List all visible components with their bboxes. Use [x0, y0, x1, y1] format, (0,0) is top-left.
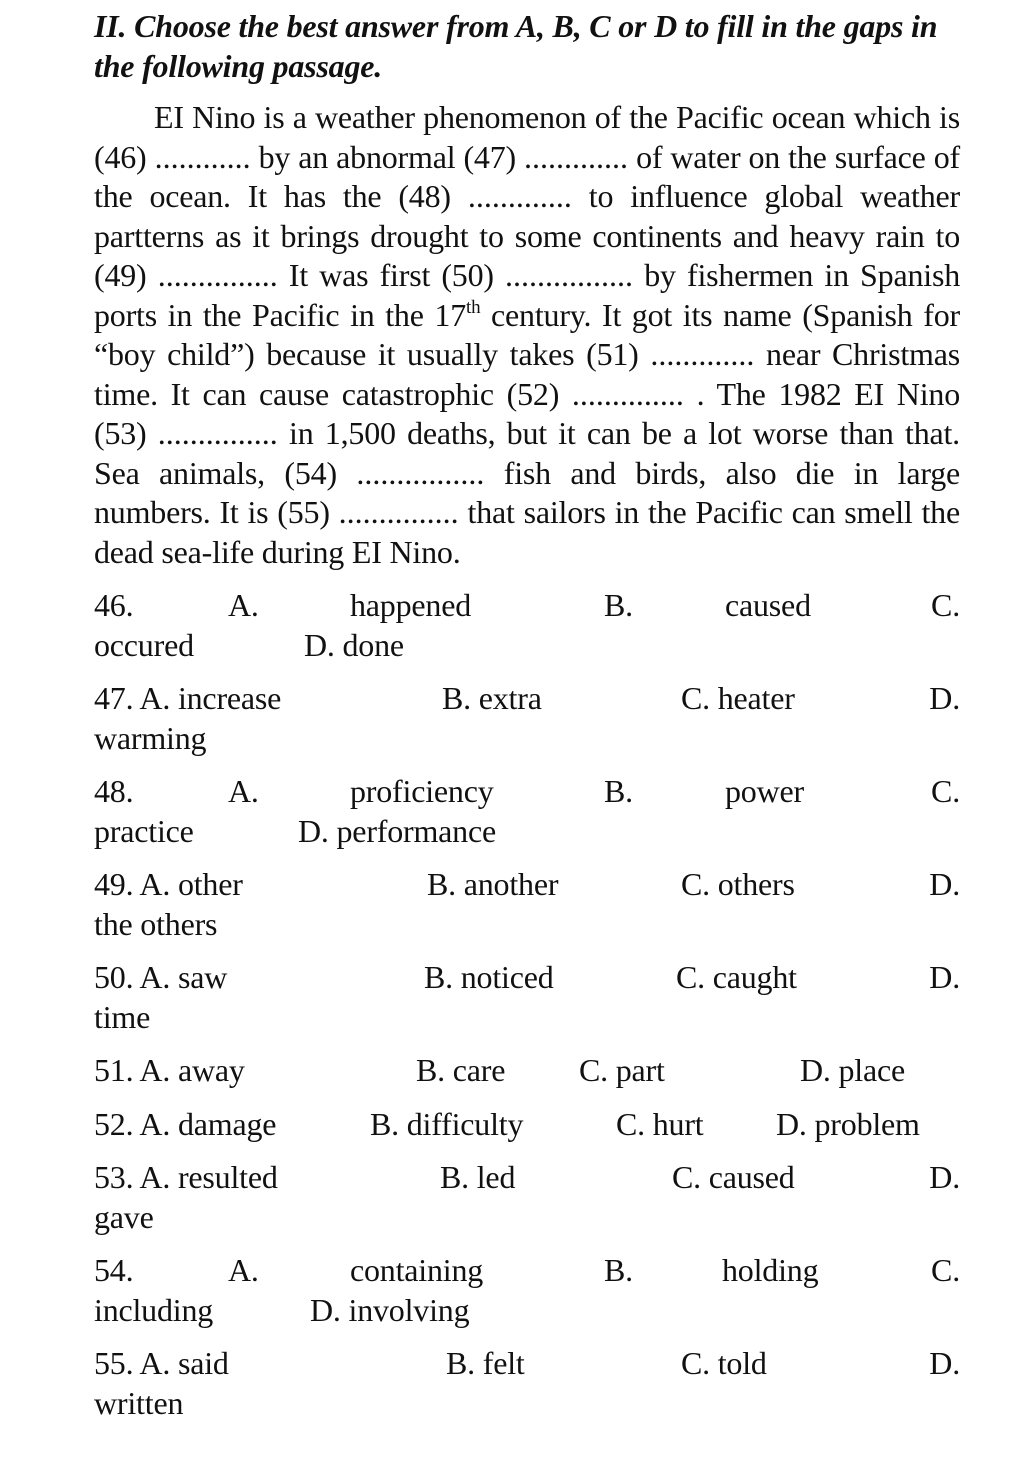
- option-letter: D.: [929, 680, 960, 716]
- option-b: power: [725, 773, 804, 809]
- passage-text: It was first (50): [277, 257, 506, 293]
- option-b: caused: [725, 587, 811, 623]
- option-letter: D.: [929, 1345, 960, 1381]
- option-a: 47. A. increase: [94, 680, 282, 716]
- option-b: B. difficulty: [370, 1105, 524, 1142]
- passage-text: in 1,500 deaths, but it can be a lot worse than that. Sea animals, (54): [94, 415, 960, 491]
- option-d: D. involving: [310, 1291, 470, 1328]
- option-a: 51. A. away: [94, 1052, 245, 1088]
- gap-50: ................: [505, 257, 634, 293]
- option-a: 55. A. said: [94, 1345, 229, 1381]
- option-letter: B.: [604, 1252, 633, 1288]
- option-b: B. led: [440, 1159, 516, 1195]
- option-a: happened: [350, 587, 472, 623]
- gap-53: ...............: [157, 415, 278, 451]
- option-c: C. caused: [672, 1159, 795, 1195]
- option-letter: D.: [929, 959, 960, 995]
- option-letter: A.: [228, 773, 259, 809]
- passage-text: EI Nino is a weather phenomenon of the Pacific ocean which is (46): [94, 99, 960, 175]
- question-list: [94, 586, 960, 1423]
- question-54: [94, 1251, 960, 1330]
- gap-51: .............: [650, 336, 755, 372]
- question-51: [94, 1051, 960, 1091]
- option-c: C. part: [579, 1052, 665, 1088]
- passage-text: to influence global weather partterns as it brings drought to some continents and heavy rain to (49): [94, 178, 960, 293]
- option-letter: A.: [228, 587, 259, 623]
- option-d: D. problem: [776, 1105, 920, 1142]
- gap-46: ............: [154, 138, 251, 175]
- option-b: B. felt: [446, 1345, 525, 1381]
- option-b: B. extra: [442, 680, 542, 716]
- option-letter: D.: [929, 866, 960, 902]
- passage-text: by fishermen in Spanish ports in the Pacific in the 17: [94, 257, 960, 333]
- question-52: [94, 1105, 960, 1145]
- question-47: [94, 679, 960, 758]
- option-c: C. hurt: [616, 1105, 704, 1142]
- question-53: [94, 1158, 960, 1237]
- question-50: [94, 958, 960, 1037]
- question-48: [94, 772, 960, 851]
- option-d: the others: [94, 905, 218, 942]
- question-49: [94, 865, 960, 944]
- passage-text: . The 1982 EI Nino (53): [94, 375, 961, 451]
- option-letter: B.: [604, 587, 633, 623]
- question-46: [94, 586, 960, 665]
- question-number: 48.: [94, 773, 134, 809]
- passage-text: century. It got its name (Spanish for “boy child”) because it usually takes (51): [94, 296, 960, 372]
- option-letter: A.: [228, 1252, 259, 1288]
- gap-48: .............: [467, 178, 572, 214]
- gap-55: ...............: [338, 494, 459, 530]
- option-c: C. caught: [676, 959, 797, 995]
- option-d: gave: [94, 1198, 154, 1235]
- passage-text: near Christmas time. It can cause catastrophic (52): [94, 336, 960, 412]
- section-heading: II. Choose the best answer from A, B, C or D to fill in the gaps in the following passage.: [94, 8, 938, 84]
- option-letter: C.: [931, 773, 960, 809]
- option-b: B. care: [416, 1052, 506, 1088]
- passage-text: fish and birds, also die in large numbers. It is (55): [94, 454, 961, 530]
- option-b: B. another: [427, 866, 559, 902]
- option-a: containing: [350, 1252, 484, 1288]
- option-c: occured: [94, 626, 194, 663]
- gap-47: .............: [524, 138, 629, 175]
- ordinal-suffix: th: [466, 296, 481, 318]
- option-a: proficiency: [350, 773, 494, 809]
- option-letter: C.: [931, 587, 960, 623]
- passage: [94, 98, 960, 572]
- option-a: 49. A. other: [94, 866, 243, 902]
- option-letter: C.: [931, 1252, 960, 1288]
- option-c: practice: [94, 812, 194, 849]
- option-d: warming: [94, 719, 207, 756]
- passage-text: of water on the surface of the ocean. It has the (48): [94, 138, 960, 214]
- gap-54: ................: [356, 454, 485, 491]
- option-c: C. others: [681, 866, 795, 902]
- option-d: written: [94, 1384, 184, 1421]
- option-a: 52. A. damage: [94, 1105, 277, 1142]
- question-number: 54.: [94, 1252, 134, 1288]
- option-d: D. performance: [298, 812, 496, 849]
- option-c: C. told: [681, 1345, 767, 1381]
- option-a: 53. A. resulted: [94, 1159, 278, 1195]
- passage-text: by an abnormal (47): [250, 138, 525, 175]
- option-c: including: [94, 1291, 214, 1328]
- option-c: C. heater: [681, 680, 795, 716]
- option-letter: B.: [604, 773, 633, 809]
- option-letter: D.: [929, 1159, 960, 1195]
- option-d: D. done: [304, 626, 404, 663]
- option-b: B. noticed: [424, 959, 554, 995]
- question-number: 46.: [94, 587, 134, 623]
- passage-text: that sailors in the Pacific can smell the dead sea-life during EI Nino.: [94, 494, 960, 570]
- option-d: D. place: [800, 1052, 906, 1088]
- option-d: time: [94, 998, 151, 1035]
- question-55: [94, 1344, 960, 1423]
- option-a: 50. A. saw: [94, 959, 228, 995]
- option-b: holding: [722, 1252, 819, 1288]
- gap-49: ...............: [157, 257, 278, 293]
- gap-52: ..............: [571, 375, 684, 412]
